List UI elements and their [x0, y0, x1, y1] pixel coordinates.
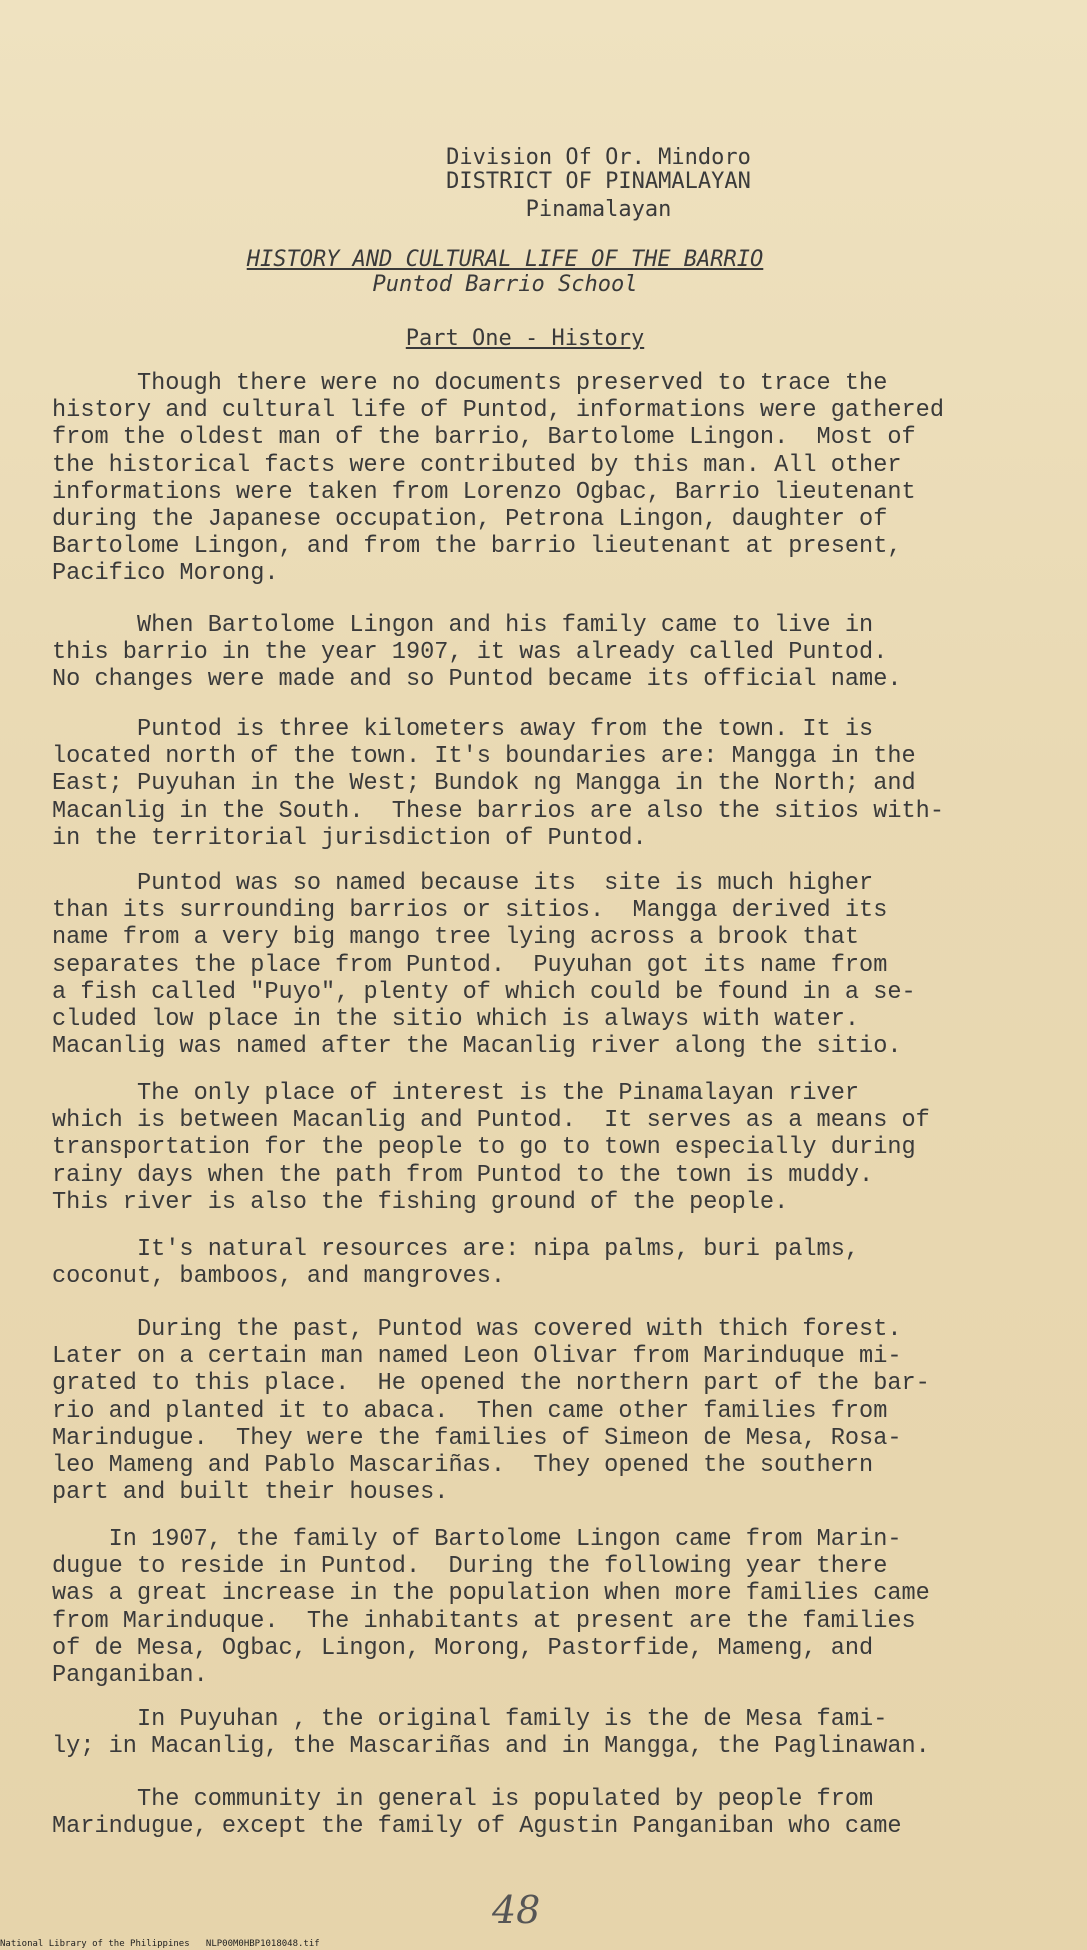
- paragraph-1: Though there were no documents preserved to trace the history and cultural life of Puntod, informations were gathered from the oldest man of the barrio, Bartolome Lingon. Most of the historical facts were contributed by this man. All other informations were taken from Lorenzo Ogbac, Barrio lieutenant during the Japanese occupation, Petrona Lingon, daughter of Bartolome Lingon, and from the barrio lieutenant at present, Pacifico Morong.: [52, 370, 944, 588]
- paragraph-3: Puntod is three kilometers away from the town. It is located north of the town. It's boundaries are: Mangga in the East; Puyuhan in the West; Bundok ng Mangga in the North; and Macanlig in the South. These barrios are also the sitios with- in the territorial jurisdiction of Puntod.: [52, 716, 944, 852]
- paragraph-6: It's natural resources are: nipa palms, buri palms, coconut, bamboos, and mangroves.: [52, 1236, 860, 1291]
- document-title: HISTORY AND CULTURAL LIFE OF THE BARRIO: [246, 247, 764, 272]
- paragraph-7: During the past, Puntod was covered with thich forest. Later on a certain man named Leon Olivar from Marinduque mi- grated to this place. He opened the northern part of the bar- rio and planted it to abaca. Then came other families from Marindugue. They were the families of Simeon de Mesa, Rosa- leo Mameng and Pablo Mascariñas. They opened the southern part and built their houses.: [52, 1316, 930, 1507]
- paragraph-9: In Puyuhan , the original family is the de Mesa fami- ly; in Macanlig, the Mascariñas and in Mangga, the Paglinawan.: [52, 1706, 930, 1761]
- handwritten-page-number: 48: [492, 1888, 541, 1932]
- paragraph-8: In 1907, the family of Bartolome Lingon came from Marin- dugue to reside in Puntod. During the following year there was a great increase in the population when more families came from Marinduque. The inhabitants at present are the families of de Mesa, Ogbac, Lingon, Morong, Pastorfide, Mameng, and Panganiban.: [52, 1526, 930, 1690]
- paragraph-10: The community in general is populated by people from Marindugue, except the family of Agustin Panganiban who came: [52, 1786, 902, 1841]
- paragraph-5: The only place of interest is the Pinamalayan river which is between Macanlig and Puntod. It serves as a means of transportation for the people to go to town especially during rainy days when the path from Puntod to the town is muddy. This river is also the fishing ground of the people.: [52, 1080, 930, 1216]
- header-town: Pinamalayan: [525, 197, 672, 222]
- header-division: Division Of Or. Mindoro: [446, 145, 751, 170]
- part-heading: Part One - History: [405, 326, 645, 351]
- paragraph-4: Puntod was so named because its site is much higher than its surrounding barrios or sitios. Mangga derived its name from a very big mango tree lying across a brook that separates the place from Puntod. Puyuhan got its name from a fish called "Puyo", plenty of which could be found in a se- cluded low place in the sitio which is always with water. Macanlig was named after the Macanlig river along the sitio.: [52, 870, 916, 1061]
- archive-footer: National Library of the Philippines NLP00M0HBP1018048.tif: [0, 1939, 320, 1949]
- document-subtitle: Puntod Barrio School: [372, 272, 638, 297]
- paragraph-2: When Bartolome Lingon and his family came to live in this barrio in the year 1907, it was already called Puntod. No changes were made and so Puntod became its official name.: [52, 612, 902, 694]
- header-district: DISTRICT OF PINAMALAYAN: [446, 169, 751, 194]
